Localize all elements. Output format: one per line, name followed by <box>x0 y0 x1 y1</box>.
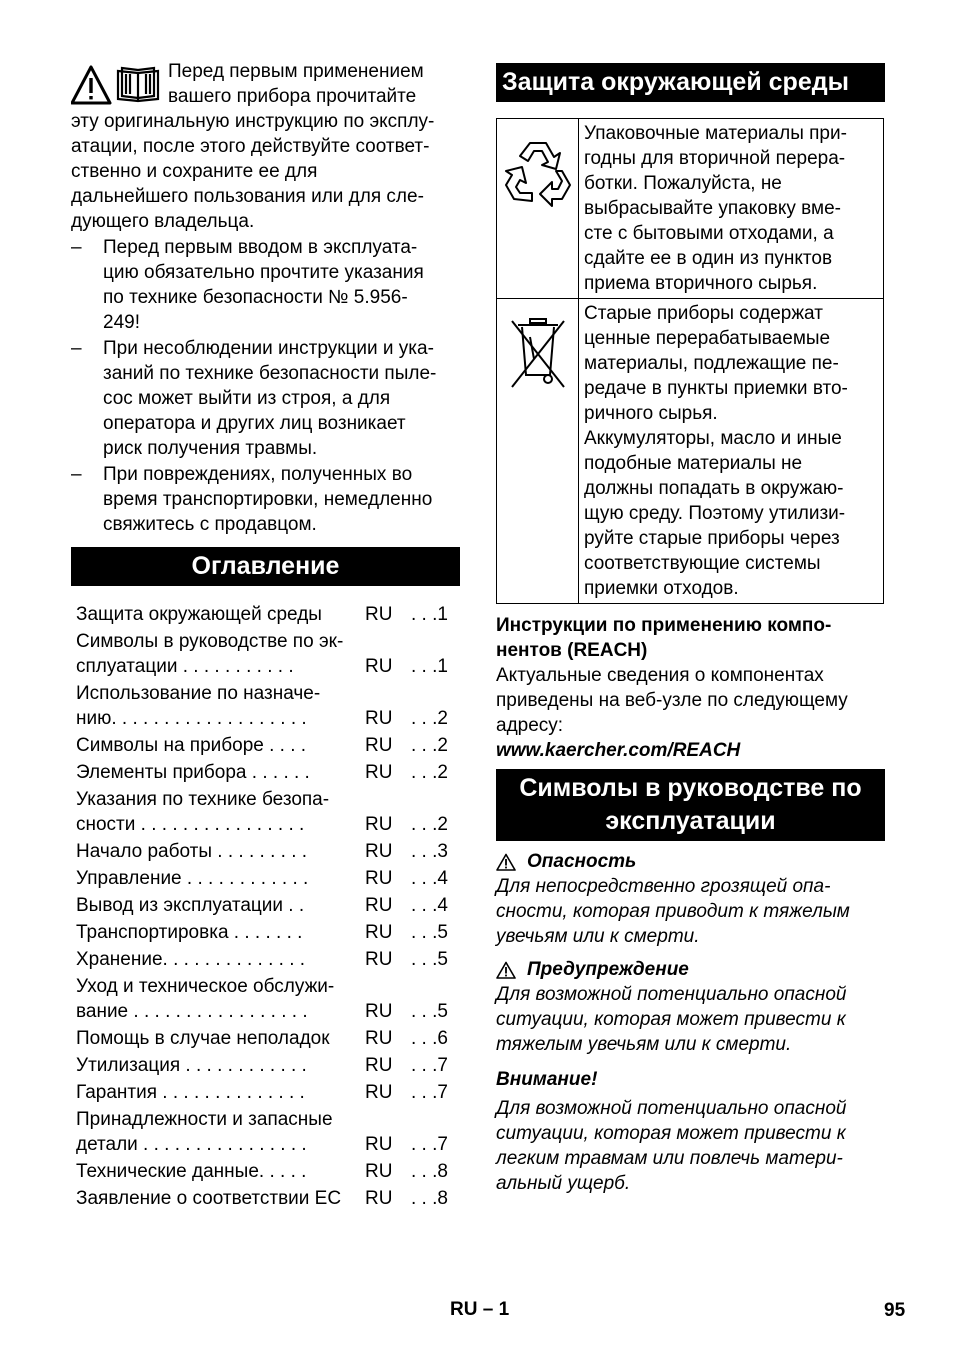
toc-entry-page: . . .7 <box>411 1134 448 1155</box>
toc-entry-line: Начало работы . . . . . . . . . <box>76 841 308 862</box>
bullet-line: риск получения травмы. <box>103 438 318 459</box>
toc-entry-label <box>76 1053 365 1078</box>
text-line: Для возможной потенциально опасной <box>496 1098 847 1119</box>
warning-text <box>496 982 885 1057</box>
bullet-line: – Перед первым вводом в эксплуата- <box>103 237 418 258</box>
toc-entry-lang: RU <box>365 949 393 970</box>
danger-heading <box>496 849 885 874</box>
toc-entry-line: Заявление о соответствии ЕС <box>76 1188 342 1209</box>
table-row <box>497 299 884 604</box>
text-line: Аккумуляторы, масло и иные <box>584 428 842 449</box>
toc-entry-label <box>76 787 365 837</box>
table-of-contents <box>71 602 460 1211</box>
toc-entry-line: Указания по технике безопа- <box>76 789 330 810</box>
text-line: Старые приборы содержат <box>584 303 823 324</box>
toc-entry-label <box>76 760 365 785</box>
toc-row <box>76 893 460 918</box>
text-line: должны попадать в окружаю- <box>584 478 844 499</box>
toc-entry-label <box>76 629 365 679</box>
toc-entry-label <box>76 893 365 918</box>
list-item <box>71 462 460 537</box>
toc-row <box>76 1159 460 1184</box>
text-line: соответствующие системы <box>584 553 821 574</box>
toc-entry-lang: RU <box>365 656 393 677</box>
toc-entry-line: сности . . . . . . . . . . . . . . . . <box>76 814 305 835</box>
right-column <box>496 63 885 1196</box>
text-line: приема вторичного сырья. <box>584 273 818 294</box>
toc-entry-line: Принадлежности и запасные <box>76 1109 333 1130</box>
toc-entry-line: Символы в руководстве по эк- <box>76 631 344 652</box>
text-line: выбрасывайте упаковку вме- <box>584 198 842 219</box>
toc-row <box>76 733 460 758</box>
old-devices-text <box>579 299 884 604</box>
text-line: сности, которая приводит к тяжелым <box>496 901 850 922</box>
toc-entry-lang: RU <box>365 868 393 889</box>
text-line: ситуации, которая может привести к <box>496 1123 846 1144</box>
toc-row <box>76 787 460 837</box>
text-line: ценные перерабатываемые <box>584 328 831 349</box>
text-line: адресу: <box>496 715 564 736</box>
text-line: сте с бытовыми отходами, а <box>584 223 834 244</box>
toc-row <box>76 1053 460 1078</box>
toc-entry-page: . . .8 <box>411 1188 448 1209</box>
toc-row <box>76 681 460 731</box>
toc-entry-line: Гарантия . . . . . . . . . . . . . . <box>76 1082 305 1103</box>
toc-entry-label <box>76 839 365 864</box>
bin-icon-cell <box>497 299 579 604</box>
toc-entry-lang: RU <box>365 922 393 943</box>
toc-entry-line: нию. . . . . . . . . . . . . . . . . . . <box>76 708 307 729</box>
toc-entry-page: . . .5 <box>411 949 448 970</box>
danger-label: Опасность <box>527 851 637 872</box>
toc-entry-page: . . .4 <box>411 868 448 889</box>
toc-entry-line: Помощь в случае неполадок <box>76 1028 330 1049</box>
toc-entry-line: детали . . . . . . . . . . . . . . . . <box>76 1134 307 1155</box>
bullet-line: – При несоблюдении инструкции и ука- <box>103 338 434 359</box>
toc-row <box>76 920 460 945</box>
toc-entry-label <box>76 602 365 627</box>
warning-triangle-icon <box>496 961 516 979</box>
toc-entry-lang: RU <box>365 895 393 916</box>
toc-row <box>76 1186 460 1211</box>
bullet-line: цию обязательно прочтите указания <box>103 262 424 283</box>
read-manual-book-icon <box>118 68 158 101</box>
toc-entry-page: . . .7 <box>411 1055 448 1076</box>
toc-entry-line: сплуатации . . . . . . . . . . . <box>76 656 294 677</box>
toc-entry-label <box>76 681 365 731</box>
table-row <box>497 119 884 299</box>
text-line: руйте старые приборы через <box>584 528 840 549</box>
toc-entry-line: Уход и техническое обслужи- <box>76 976 335 997</box>
toc-entry-page: . . .2 <box>411 735 448 756</box>
intro-line: ственно и сохраните ее для <box>71 161 318 182</box>
caution-heading: Внимание! <box>496 1069 598 1090</box>
toc-entry-label <box>76 1026 365 1051</box>
bullet-line: 249! <box>103 312 140 333</box>
toc-entry-lang: RU <box>365 708 393 729</box>
text-line: Для непосредственно грозящей опа- <box>496 876 831 897</box>
toc-entry-lang: RU <box>365 604 393 625</box>
recycling-icon-cell <box>497 119 579 299</box>
heading-line: эксплуатации <box>605 807 776 835</box>
text-line: Актуальные сведения о компонентах <box>496 665 824 686</box>
toc-entry-line: Хранение. . . . . . . . . . . . . . <box>76 949 306 970</box>
toc-entry-page: . . .8 <box>411 1161 448 1182</box>
bullet-line: сос может выйти из строя, а для <box>103 388 391 409</box>
text-line: приемки отходов. <box>584 578 739 599</box>
toc-entry-line: Вывод из эксплуатации . . <box>76 895 305 916</box>
text-line: ботки. Пожалуйста, не <box>584 173 782 194</box>
caution-text <box>496 1096 885 1196</box>
toc-entry-lang: RU <box>365 762 393 783</box>
toc-entry-page: . . .2 <box>411 762 448 783</box>
toc-entry-line: Управление . . . . . . . . . . . . <box>76 868 309 889</box>
toc-entry-line: Защита окружающей среды <box>76 604 322 625</box>
symbols-heading <box>496 769 885 841</box>
toc-entry-label <box>76 920 365 945</box>
environment-heading: Защита окружающей среды <box>496 63 885 102</box>
toc-entry-label <box>76 866 365 891</box>
toc-entry-line: вание . . . . . . . . . . . . . . . . . <box>76 1001 308 1022</box>
toc-entry-label <box>76 1080 365 1105</box>
text-line: ричного сырья. <box>584 403 718 424</box>
toc-entry-page: . . .7 <box>411 1082 448 1103</box>
toc-entry-page: . . .1 <box>411 604 448 625</box>
toc-entry-page: . . .5 <box>411 1001 448 1022</box>
text-line: сдайте ее в один из пунктов <box>584 248 833 269</box>
toc-entry-label <box>76 1107 365 1157</box>
list-item <box>71 336 460 461</box>
toc-entry-page: . . .2 <box>411 814 448 835</box>
intro-line: дальнейшего пользования или для сле- <box>71 186 424 207</box>
toc-entry-lang: RU <box>365 1134 393 1155</box>
toc-entry-lang: RU <box>365 1055 393 1076</box>
toc-row <box>76 947 460 972</box>
toc-entry-page: . . .6 <box>411 1028 448 1049</box>
reach-body <box>496 663 885 738</box>
bullet-line: свяжитесь с продавцом. <box>103 514 317 535</box>
toc-entry-lang: RU <box>365 841 393 862</box>
toc-entry-page: . . .4 <box>411 895 448 916</box>
reach-url: www.kaercher.com/REACH <box>496 740 741 761</box>
text-line: щую среду. Поэтому утилизи- <box>584 503 846 524</box>
intro-line: Перед первым применением <box>168 61 424 82</box>
warning-and-manual-icons <box>71 65 163 105</box>
toc-entry-label <box>76 1186 365 1211</box>
toc-row <box>76 629 460 679</box>
intro-bullet-list <box>71 235 460 537</box>
packaging-text <box>579 119 884 299</box>
toc-row <box>76 760 460 785</box>
toc-entry-lang: RU <box>365 1188 393 1209</box>
text-line: Упаковочные материалы при- <box>584 123 847 144</box>
toc-row <box>76 602 460 627</box>
text-line: приведены на веб-узле по следующему <box>496 690 848 711</box>
toc-row <box>76 1026 460 1051</box>
toc-row <box>76 1080 460 1105</box>
toc-row <box>76 866 460 891</box>
warning-triangle-icon <box>72 67 110 103</box>
text-line: альный ущерб. <box>496 1173 631 1194</box>
toc-entry-lang: RU <box>365 1161 393 1182</box>
warning-heading <box>496 957 885 982</box>
footer-page-number: 95 <box>884 1300 906 1321</box>
reach-heading <box>496 613 885 663</box>
text-line: легким травмам или повлечь матери- <box>496 1148 843 1169</box>
heading-line: Символы в руководстве по <box>519 774 862 802</box>
toc-entry-lang: RU <box>365 1028 393 1049</box>
text-line: тяжелым увечьям или к смерти. <box>496 1034 792 1055</box>
intro-line: атации, после этого действуйте соответ- <box>71 136 430 157</box>
toc-entry-lang: RU <box>365 1082 393 1103</box>
text-line: редаче в пункты приемки вто- <box>584 378 848 399</box>
text-line: Для возможной потенциально опасной <box>496 984 847 1005</box>
intro-line: вашего прибора прочитайте <box>168 86 417 107</box>
toc-entry-label <box>76 733 365 758</box>
toc-entry-label <box>76 947 365 972</box>
recycling-icon <box>500 137 576 217</box>
warning-triangle-icon <box>496 853 516 871</box>
toc-entry-page: . . .3 <box>411 841 448 862</box>
list-item <box>71 235 460 335</box>
text-line: увечьям или к смерти. <box>496 926 700 947</box>
bullet-line: по технике безопасности № 5.956- <box>103 287 408 308</box>
toc-entry-line: Технические данные. . . . . <box>76 1161 307 1182</box>
bullet-line: – При повреждениях, полученных во <box>103 464 413 485</box>
left-column <box>71 59 460 1213</box>
bullet-line: оператора и других лиц возникает <box>103 413 406 434</box>
toc-entry-line: Транспортировка . . . . . . . <box>76 922 303 943</box>
text-line: подобные материалы не <box>584 453 803 474</box>
toc-entry-line: Символы на приборе . . . . <box>76 735 307 756</box>
toc-entry-page: . . .2 <box>411 708 448 729</box>
toc-entry-line: Использование по назначе- <box>76 683 321 704</box>
toc-entry-line: Утилизация . . . . . . . . . . . . <box>76 1055 307 1076</box>
toc-entry-label <box>76 1159 365 1184</box>
text-line: нентов (REACH) <box>496 640 648 661</box>
text-line: годны для вторичной перера- <box>584 148 846 169</box>
danger-text <box>496 874 885 949</box>
intro-line: дующего владельца. <box>71 211 255 232</box>
intro-line: эту оригинальную инструкцию по эксплу- <box>71 111 435 132</box>
toc-heading: Оглавление <box>71 547 460 586</box>
toc-entry-lang: RU <box>365 735 393 756</box>
toc-entry-line: Элементы прибора . . . . . . <box>76 762 310 783</box>
toc-row <box>76 1107 460 1157</box>
toc-row <box>76 974 460 1024</box>
warning-label: Предупреждение <box>527 959 689 980</box>
footer-section-page: RU – 1 <box>450 1299 510 1320</box>
text-line: Инструкции по применению компо- <box>496 615 832 636</box>
toc-entry-page: . . .1 <box>411 656 448 677</box>
toc-row <box>76 839 460 864</box>
toc-entry-lang: RU <box>365 1001 393 1022</box>
bullet-line: время транспортировки, немедленно <box>103 489 433 510</box>
intro-block <box>71 59 460 234</box>
text-line: материалы, подлежащие пе- <box>584 353 839 374</box>
toc-entry-page: . . .5 <box>411 922 448 943</box>
toc-entry-label <box>76 974 365 1024</box>
environment-table <box>496 118 884 604</box>
bullet-line: заний по технике безопасности пыле- <box>103 363 437 384</box>
toc-entry-lang: RU <box>365 814 393 835</box>
text-line: ситуации, которая может привести к <box>496 1009 846 1030</box>
crossed-out-bin-icon <box>508 315 568 391</box>
